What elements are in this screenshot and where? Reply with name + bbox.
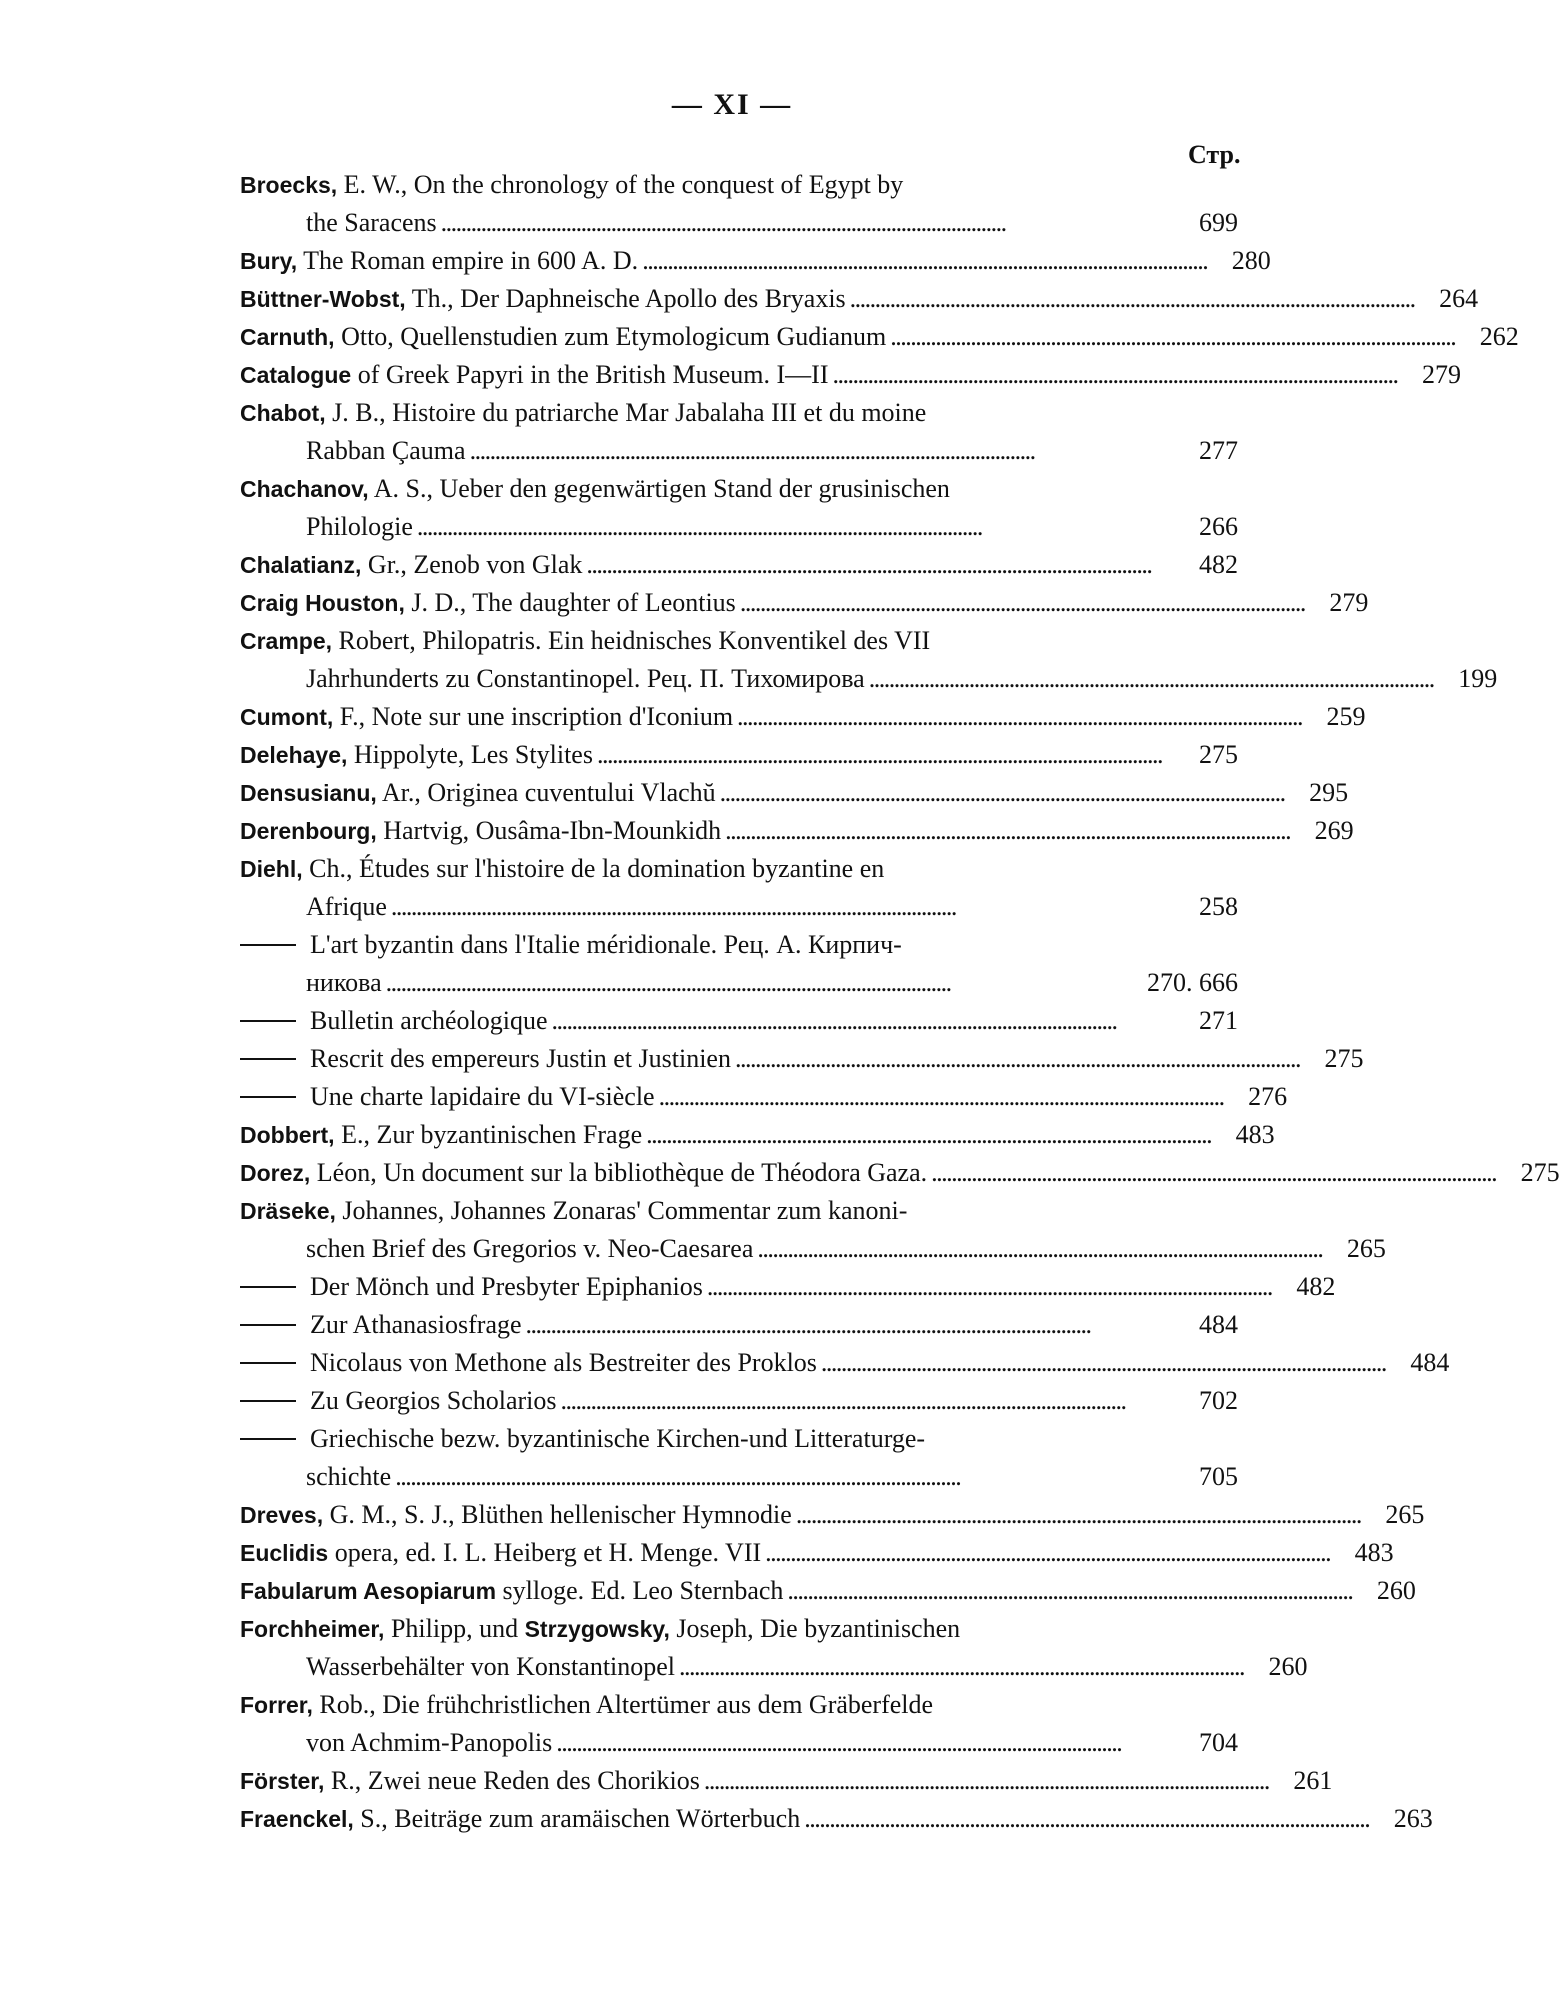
index-entry-line — [240, 432, 1238, 470]
page-number: — XI — — [671, 88, 793, 121]
author-name: Euclidis — [240, 1540, 329, 1566]
page-ref: 277 — [1199, 436, 1238, 465]
dot-leader — [679, 1648, 1242, 1686]
author-name: Diehl, — [240, 856, 303, 882]
entry-text: Densusianu, Ar., Originea cuventului Vlachŭ — [240, 778, 716, 807]
author-name: Dobbert, — [240, 1122, 335, 1148]
page-ref: 482 — [1296, 1272, 1336, 1301]
index-entry-line — [240, 812, 1354, 850]
dot-leader — [659, 1078, 1222, 1116]
author-name: Fabularum Aesopiarum — [240, 1578, 497, 1604]
page-ref: 280 — [1231, 246, 1271, 275]
dot-leader — [725, 812, 1288, 850]
ditto-dash — [240, 1020, 296, 1022]
index-entry-line — [240, 1420, 1238, 1458]
entry-text: Une charte lapidaire du VI-siècle — [240, 1078, 655, 1116]
page-ref: 704 — [1199, 1728, 1238, 1757]
page-ref: 271 — [1199, 1006, 1238, 1035]
index-entry-line — [240, 1078, 1288, 1116]
index-entry-line — [240, 1496, 1425, 1534]
entry-text: Zu Georgios Scholarios — [240, 1382, 557, 1420]
entry-text: Fraenckel, S., Beiträge zum aramäischen Wörterbuch — [240, 1804, 801, 1833]
author-name: Derenbourg, — [240, 818, 377, 844]
author-name: Densusianu, — [240, 780, 377, 806]
entry-text: Rescrit des empereurs Justin et Justinien — [240, 1040, 731, 1078]
index-entry-line — [240, 546, 1238, 584]
page-ref: 279 — [1422, 360, 1461, 389]
dot-leader — [737, 698, 1300, 736]
author-name: Forrer, — [240, 1692, 313, 1718]
entry-text: Carnuth, Otto, Quellenstudien zum Etymologicum Gudianum — [240, 322, 887, 351]
entry-text: Diehl, Ch., Études sur l'histoire de la domination byzantine en — [240, 854, 885, 883]
page-ref: 705 — [1199, 1462, 1238, 1491]
index-entry-line — [240, 1762, 1333, 1800]
index-entry-line — [240, 1610, 1238, 1648]
dot-leader — [704, 1762, 1267, 1800]
author-name: Dorez, — [240, 1160, 311, 1186]
page-ref: 483 — [1354, 1538, 1394, 1567]
entry-text: Derenbourg, Hartvig, Ousâma-Ibn-Mounkidh — [240, 816, 722, 845]
dot-leader — [787, 1572, 1350, 1610]
entry-text: никова — [306, 968, 382, 997]
ditto-dash — [240, 1438, 296, 1440]
entry-text: Bulletin archéologique — [240, 1002, 548, 1040]
dot-leader — [740, 584, 1303, 622]
index-entry-line — [240, 1648, 1308, 1686]
dot-leader — [556, 1724, 1172, 1762]
dot-leader — [869, 660, 1432, 698]
dot-leader — [890, 318, 1453, 356]
entry-text: Jahrhunderts zu Constantinopel. Рец. П. Тихомирова — [306, 664, 865, 693]
index-entry-line — [240, 584, 1369, 622]
author-name: Dreves, — [240, 1502, 324, 1528]
page-ref: 484 — [1410, 1348, 1450, 1377]
index-entry-line — [240, 356, 1461, 394]
page-ref: 260 — [1376, 1576, 1416, 1605]
dot-leader — [391, 888, 1172, 926]
dot-leader — [642, 242, 1205, 280]
page-column-label: Стр. — [1188, 140, 1241, 169]
page-ref: 264 — [1439, 284, 1479, 313]
index-entry-line — [240, 1040, 1364, 1078]
dot-leader — [395, 1458, 1172, 1496]
author-name: Dräseke, — [240, 1198, 336, 1224]
entry-text: Chalatianz, Gr., Zenob von Glak — [240, 550, 583, 579]
index-entry-line — [240, 1800, 1433, 1838]
index-entry-line — [240, 1344, 1450, 1382]
entry-text: Dorez, Léon, Un document sur la bibliothèque de Théodora Gaza. — [240, 1158, 928, 1187]
page-ref: 269 — [1314, 816, 1354, 845]
dot-leader — [720, 774, 1283, 812]
entry-text: the Saracens — [306, 208, 437, 237]
index-entry-line — [240, 280, 1479, 318]
entry-text: schen Brief des Gregorios v. Neo-Caesarea — [306, 1234, 754, 1263]
author-name: Chabot, — [240, 400, 326, 426]
index-entry-line — [240, 736, 1238, 774]
entry-text: Craig Houston, J. D., The daughter of Leontius — [240, 588, 736, 617]
index-entry-line — [240, 774, 1349, 812]
index-entry-line — [240, 1192, 1238, 1230]
index-entry-line — [240, 394, 1238, 432]
page-ref: 260 — [1268, 1652, 1308, 1681]
index-entry-line — [240, 1154, 1560, 1192]
index-entry-line — [240, 508, 1238, 546]
entry-text: Forrer, Rob., Die frühchristlichen Altertümer aus dem Gräberfelde — [240, 1690, 934, 1719]
author-name: Chachanov, — [240, 476, 369, 502]
index-entry-line — [240, 1534, 1394, 1572]
page-ref: 265 — [1385, 1500, 1425, 1529]
entry-text: Rabban Çauma — [306, 436, 466, 465]
index-entry-line — [240, 1116, 1275, 1154]
entry-text: Griechische bezw. byzantinische Kirchen-und Litteraturge- — [240, 1420, 1238, 1458]
page-ref: 275 — [1199, 740, 1238, 769]
page-ref: 275 — [1520, 1158, 1560, 1187]
page-ref: 702 — [1199, 1386, 1238, 1415]
entry-text: Euclidis opera, ed. I. L. Heiberg et H. Menge. VII — [240, 1538, 762, 1567]
dot-leader — [561, 1382, 1173, 1420]
index-entry-line — [240, 698, 1366, 736]
index-entry-line — [240, 850, 1238, 888]
entry-text: Forchheimer, Philipp, und Strzygowsky, Joseph, Die byzantinischen — [240, 1614, 961, 1643]
page-ref: 258 — [1199, 892, 1238, 921]
author-name: Delehaye, — [240, 742, 348, 768]
ditto-dash — [240, 1362, 296, 1364]
entry-text: Nicolaus von Methone als Bestreiter des Proklos — [240, 1344, 817, 1382]
dot-leader — [386, 964, 1118, 1002]
dot-leader — [597, 736, 1172, 774]
dot-leader — [526, 1306, 1172, 1344]
index-entries — [240, 166, 1560, 1838]
entry-text: Catalogue of Greek Papyri in the British Museum. I—II — [240, 360, 829, 389]
author-name: Forchheimer, — [240, 1616, 385, 1642]
author-name: Broecks, — [240, 172, 338, 198]
author-name: Förster, — [240, 1768, 325, 1794]
index-entry-line — [240, 242, 1271, 280]
dot-leader — [552, 1002, 1172, 1040]
dot-leader — [441, 204, 1172, 242]
page-ref: 699 — [1199, 208, 1238, 237]
index-entry-line — [240, 204, 1238, 242]
entry-text: Crampe, Robert, Philopatris. Ein heidnisches Konventikel des VII — [240, 626, 931, 655]
page-ref: 483 — [1235, 1120, 1275, 1149]
dot-leader — [470, 432, 1172, 470]
page-ref: 276 — [1248, 1082, 1288, 1111]
ditto-dash — [240, 944, 296, 946]
entry-text: Förster, R., Zwei neue Reden des Chorikios — [240, 1766, 700, 1795]
dot-leader — [735, 1040, 1298, 1078]
entry-text: Philologie — [306, 512, 413, 541]
ditto-dash — [240, 1058, 296, 1060]
page-ref: 259 — [1326, 702, 1366, 731]
page-ref: 261 — [1293, 1766, 1333, 1795]
index-entry-line — [240, 1724, 1238, 1762]
dot-leader — [796, 1496, 1359, 1534]
entry-text: Der Mönch und Presbyter Epiphanios — [240, 1268, 703, 1306]
dot-leader — [850, 280, 1413, 318]
entry-text: Bury, The Roman empire in 600 A. D. — [240, 246, 639, 275]
dot-leader — [765, 1534, 1328, 1572]
page-ref: 295 — [1309, 778, 1349, 807]
author-name: Carnuth, — [240, 324, 335, 350]
index-entry-line — [240, 1458, 1238, 1496]
entry-text: Büttner-Wobst, Th., Der Daphneische Apollo des Bryaxis — [240, 284, 846, 313]
dot-leader — [417, 508, 1172, 546]
entry-text: Wasserbehälter von Konstantinopel — [306, 1652, 676, 1681]
entry-text: Dräseke, Johannes, Johannes Zonaras' Commentar zum kanoni- — [240, 1196, 908, 1225]
dot-leader — [821, 1344, 1384, 1382]
page-ref: 484 — [1199, 1310, 1238, 1339]
page-ref: 263 — [1393, 1804, 1433, 1833]
index-entry-line — [240, 926, 1238, 964]
entry-text: L'art byzantin dans l'Italie méridionale. Рец. А. Кирпич- — [240, 926, 1238, 964]
entry-text: Delehaye, Hippolyte, Les Stylites — [240, 740, 593, 769]
page-ref: 279 — [1329, 588, 1369, 617]
author-name: Catalogue — [240, 362, 352, 388]
entry-text: Cumont, F., Note sur une inscription d'Iconium — [240, 702, 734, 731]
dot-leader — [804, 1800, 1367, 1838]
entry-text: Zur Athanasiosfrage — [240, 1306, 522, 1344]
entry-text: von Achmim-Panopolis — [306, 1728, 553, 1757]
ditto-dash — [240, 1286, 296, 1288]
index-entry-line — [240, 1306, 1238, 1344]
dot-leader — [707, 1268, 1270, 1306]
author-name: Fraenckel, — [240, 1806, 354, 1832]
page-ref: 262 — [1479, 322, 1519, 351]
entry-text: schichte — [306, 1462, 392, 1491]
dot-leader — [757, 1230, 1320, 1268]
index-entry-line — [240, 888, 1238, 926]
index-entry-line — [240, 964, 1238, 1002]
author-name: Cumont, — [240, 704, 334, 730]
index-entry-line — [240, 1002, 1238, 1040]
page-ref: 265 — [1346, 1234, 1386, 1263]
dot-leader — [646, 1116, 1209, 1154]
author-name: Bury, — [240, 248, 298, 274]
dot-leader — [586, 546, 1172, 584]
page-ref: 199 — [1458, 664, 1498, 693]
index-entry-line — [240, 660, 1498, 698]
page-ref: 266 — [1199, 512, 1238, 541]
index-entry-line — [240, 1230, 1386, 1268]
entry-text: Chachanov, A. S., Ueber den gegenwärtigen Stand der grusinischen — [240, 474, 950, 503]
entry-text: Dobbert, E., Zur byzantinischen Frage — [240, 1120, 643, 1149]
author-name: Büttner-Wobst, — [240, 286, 406, 312]
ditto-dash — [240, 1096, 296, 1098]
index-entry-line — [240, 166, 1238, 204]
page-ref: 275 — [1324, 1044, 1364, 1073]
index-entry-line — [240, 1268, 1336, 1306]
ditto-dash — [240, 1400, 296, 1402]
page-ref: 270. 666 — [1147, 968, 1238, 997]
index-entry-line — [240, 470, 1238, 508]
author-name: Crampe, — [240, 628, 333, 654]
author-name: Chalatianz, — [240, 552, 362, 578]
dot-leader — [833, 356, 1396, 394]
author-name: Strzygowsky, — [524, 1616, 670, 1642]
index-entry-line — [240, 1382, 1238, 1420]
entry-text: Fabularum Aesopiarum sylloge. Ed. Leo Sternbach — [240, 1576, 784, 1605]
entry-text: Dreves, G. M., S. J., Blüthen hellenischer Hymnodie — [240, 1500, 792, 1529]
ditto-dash — [240, 1324, 296, 1326]
entry-text: Chabot, J. B., Histoire du patriarche Mar Jabalaha III et du moine — [240, 398, 927, 427]
index-entry-line — [240, 318, 1519, 356]
author-name: Craig Houston, — [240, 590, 405, 616]
page-ref: 482 — [1199, 550, 1238, 579]
entry-text: Afrique — [306, 892, 387, 921]
index-entry-line — [240, 1572, 1416, 1610]
index-entry-line — [240, 622, 1238, 660]
index-entry-line — [240, 1686, 1238, 1724]
entry-text: Broecks, E. W., On the chronology of the conquest of Egypt by — [240, 170, 904, 199]
dot-leader — [931, 1154, 1494, 1192]
